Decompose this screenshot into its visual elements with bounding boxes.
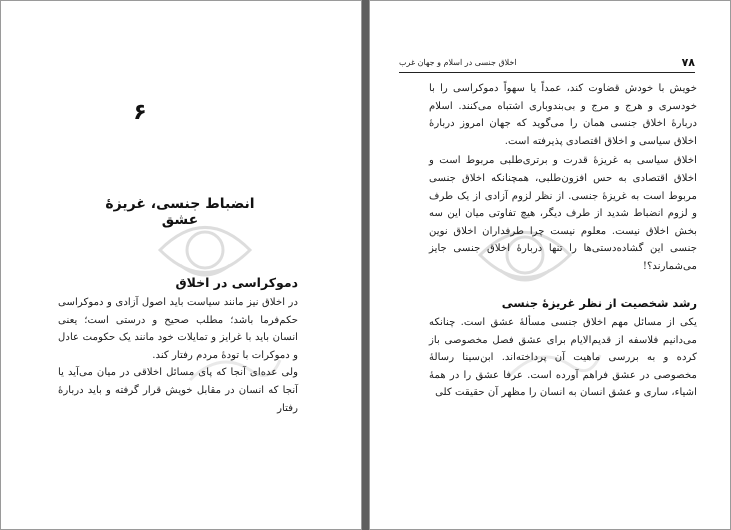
left-page <box>0 0 362 530</box>
section-heading: رشد شخصیت از نظر غریزهٔ جنسی <box>501 296 697 310</box>
page-number: ۷۸ <box>681 56 695 69</box>
section-heading: دموکراسی در اخلاق <box>175 275 298 290</box>
paragraph: یکی از مسائل مهم اخلاق جنسی مسألهٔ عشق است. چنانکه می‌دانیم فلاسفه از قدیم‌الایام برای عشق فصل مخصوصی باز کرده و به بررسی ماهیت آن پرداخته‌اند. ابن‌سینا رسالهٔ مخصوصی در عشق فراهم آورده است. عرفا عشق را در همهٔ اشیاء، ساری و عشق انسان به انسان را مظهر آن حقیقت کلی <box>429 317 697 399</box>
publisher-seal-watermark-icon <box>470 215 580 295</box>
publisher-seal-watermark-icon <box>500 325 610 405</box>
left-body-text <box>58 294 298 417</box>
page-header <box>399 58 695 73</box>
running-head: اخلاق جنسی در اسلام و جهان غرب <box>399 58 517 67</box>
paragraph: در اخلاق نیز مانند سیاست باید اصول آزادی و دموکراسی حکم‌فرما باشد؛ مطلب صحیح و درستی است؛ یعنی انسان باید با غرایز و تمایلات خود مانند یک حکومت عادل و دموکرات با تودهٔ مردم رفتار کند. <box>58 297 298 361</box>
chapter-number: ۶ <box>133 100 147 125</box>
paragraph: ولی عده‌ای آنجا که پای مسائل اخلاقی در میان می‌آید یا آنجا که انسان در مقابل خویش قرار گرفته و باید دربارهٔ رفتار <box>58 367 298 414</box>
paragraph: خویش با خودش قضاوت کند، عمداً یا سهواً دموکراسی را با خودسری و هرج و مرج و بی‌بندوباری اشتباه می‌کنند. اسلام دربارهٔ اخلاق جنسی همان را می‌گوید که جهان امروز دربارهٔ اخلاق سیاسی و اخلاق اقتصادی پذیرفته است. <box>429 83 697 147</box>
chapter-title: انضباط جنسی، غریزهٔ عشق <box>105 196 255 228</box>
paragraph: اخلاق سیاسی به غریزهٔ قدرت و برتری‌طلبی مربوط است و اخلاق اقتصادی به حس افزون‌طلبی، همچنانکه اخلاق جنسی مربوط است به غریزهٔ جنسی. از نظر لزوم آزادی از یک طرف و لزوم انضباط شدید از طرف دیگر، هیچ تفاوتی میان این سه بخش اخلاق نیست. معلوم نیست چرا طرفداران اخلاق نوین جنسی این گشاده‌دستی‌ها را تنها دربارهٔ اخلاق جنسی جایز می‌شمارند؟! <box>429 155 697 272</box>
